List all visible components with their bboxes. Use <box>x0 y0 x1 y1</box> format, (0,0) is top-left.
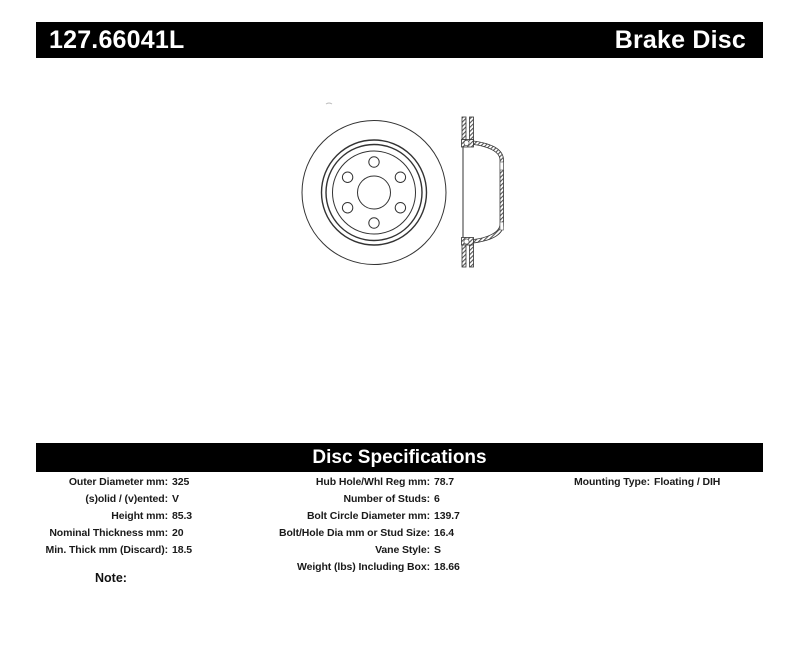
spec-section-title: Disc Specifications <box>312 446 487 468</box>
bottom-outboard-plate <box>462 245 466 267</box>
top-inboard-plate <box>470 117 474 140</box>
spec-row <box>36 491 290 508</box>
spec-value: S <box>434 544 441 556</box>
spec-row <box>290 491 540 508</box>
spec-row <box>290 474 540 491</box>
brake-disc-front-view <box>302 103 446 265</box>
friction-ring-inner-edge-outer <box>322 140 427 245</box>
spec-value: 18.5 <box>172 544 193 556</box>
spec-label: Nominal Thickness mm: <box>49 527 168 539</box>
spec-row <box>290 559 540 576</box>
spec-column-hub <box>278 474 540 576</box>
spec-label: Vane Style: <box>375 544 430 556</box>
note-label: Note: <box>95 571 127 585</box>
spec-label: Min. Thick mm (Discard): <box>45 544 168 556</box>
spec-label: Mounting Type: <box>574 476 650 488</box>
spec-value: 85.3 <box>172 510 193 522</box>
spec-row <box>36 508 290 525</box>
spec-label: Hub Hole/Whl Reg mm: <box>315 476 430 488</box>
spec-value: 325 <box>172 476 190 488</box>
spec-row <box>290 508 540 525</box>
disc-outer-edge <box>302 121 446 265</box>
hat-stud-hole-upper <box>500 162 504 170</box>
bottom-inboard-plate <box>470 245 474 267</box>
hat-stud-hole-lower <box>500 222 504 230</box>
spec-value: 20 <box>172 527 184 539</box>
brake-disc-drawing <box>285 95 520 280</box>
brake-disc-side-cross-section <box>462 117 504 267</box>
product-name: Brake Disc <box>614 25 746 54</box>
spec-row <box>540 474 762 491</box>
spec-column-mounting <box>540 474 762 491</box>
spec-label: Weight (lbs) Including Box: <box>296 561 430 573</box>
spec-label: Bolt/Hole Dia mm or Stud Size: <box>278 527 430 539</box>
part-number: 127.66041L <box>49 25 185 54</box>
spec-label: Bolt Circle Diameter mm: <box>306 510 430 522</box>
drawing-artifact-mark <box>326 103 332 104</box>
spec-row <box>36 525 290 542</box>
spec-label: Outer Diameter mm: <box>68 476 168 488</box>
spec-label: Number of Studs: <box>343 493 430 505</box>
top-hat-hole <box>464 140 469 145</box>
top-outboard-plate <box>462 117 466 140</box>
spec-row <box>36 474 290 491</box>
spec-row <box>36 542 290 559</box>
center-hole <box>358 176 391 209</box>
spec-row <box>278 525 540 542</box>
spec-value: Floating / DIH <box>654 476 721 488</box>
bottom-hat-hole <box>464 239 469 244</box>
hat-wall <box>474 141 504 243</box>
hub-face-edge <box>333 151 416 234</box>
spec-value: 18.66 <box>434 561 460 573</box>
spec-label: (s)olid / (v)ented: <box>85 493 168 505</box>
spec-value: 78.7 <box>434 476 455 488</box>
spec-value: 16.4 <box>434 527 455 539</box>
title-bar <box>36 22 763 58</box>
spec-label: Height mm: <box>111 510 168 522</box>
spec-column-dimensions <box>36 474 290 559</box>
stud-holes <box>342 157 405 228</box>
spec-row <box>290 542 540 559</box>
spec-value: V <box>172 493 179 505</box>
spec-value: 139.7 <box>434 510 460 522</box>
spec-value: 6 <box>434 493 440 505</box>
friction-ring-inner-edge-inner <box>326 145 422 241</box>
spec-section-header <box>36 443 763 472</box>
